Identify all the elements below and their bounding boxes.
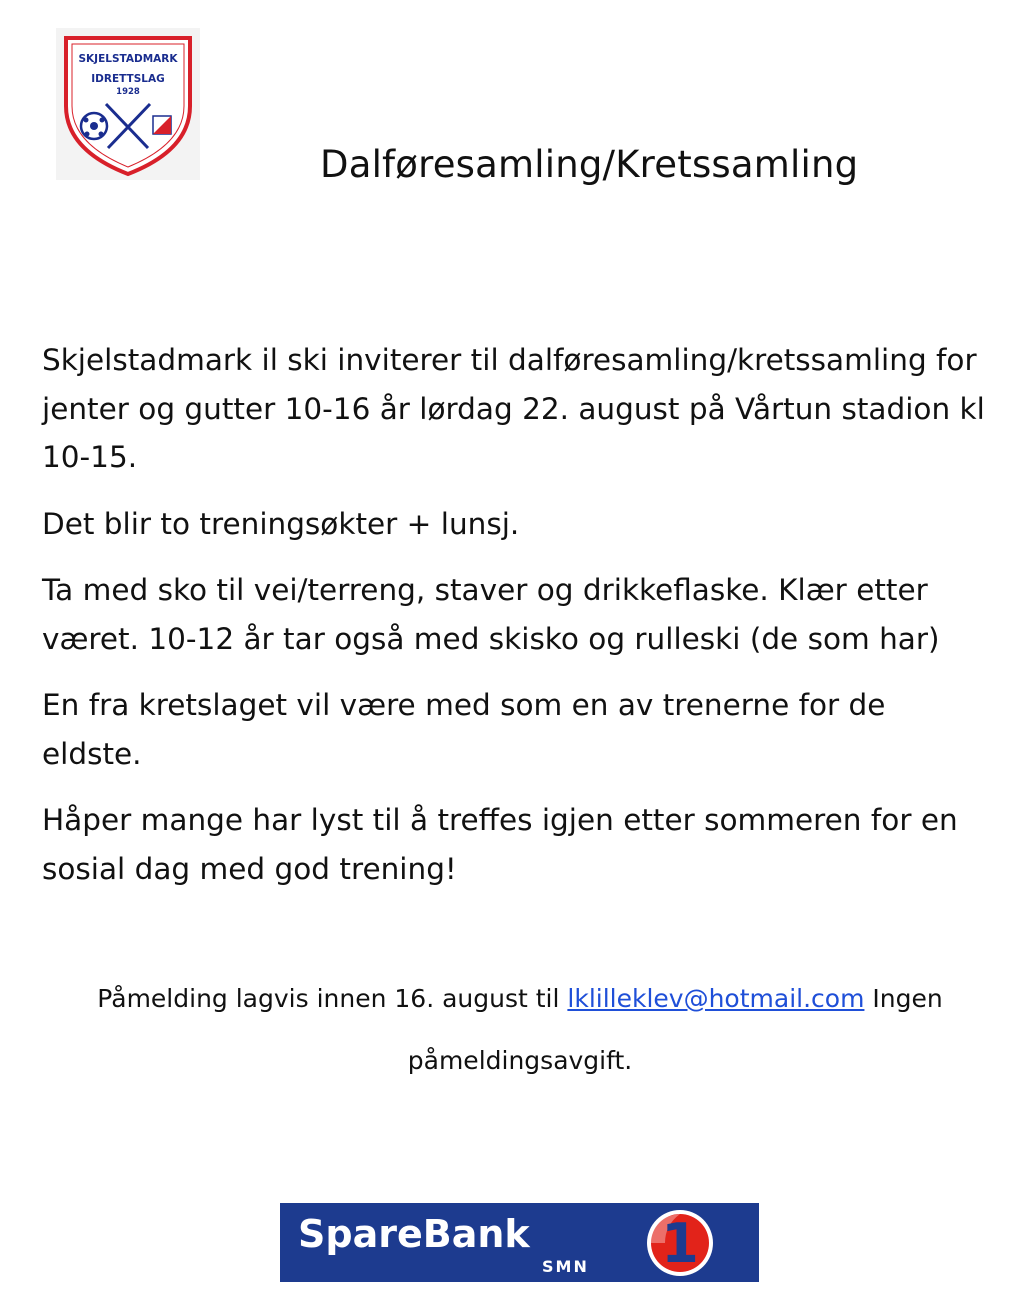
sponsor-number: 1 (661, 1212, 699, 1275)
signup-info (60, 968, 980, 1092)
logo-year: 1928 (116, 87, 140, 97)
sponsor-logo (280, 1203, 759, 1282)
sponsor-brand: SpareBank (298, 1212, 530, 1256)
invitation-body (42, 336, 992, 911)
club-crest-icon (56, 28, 200, 180)
paragraph-closing: Håper mange har lyst til å treffes igjen etter sommeren for en sosial dag med god trening! (42, 803, 958, 886)
signup-text-after: Ingen påmeldingsavgift. (407, 984, 943, 1075)
email-link[interactable]: lklilleklev@hotmail.com (567, 984, 865, 1013)
logo-text-top: SKJELSTADMARK (78, 53, 178, 65)
signup-text-before: Påmelding lagvis innen 16. august til (97, 984, 568, 1013)
sparebank-logo-icon (280, 1203, 759, 1282)
paragraph-schedule: Det blir to treningsøkter + lunsj. (42, 506, 520, 541)
paragraph-invitation: Skjelstadmark il ski inviterer til dalføresamling/kretssamling for jenter og gutter 10-16 år lørdag 22. august på Vårtun stadion kl 10-15. (42, 343, 985, 474)
sponsor-sub: SMN (542, 1257, 589, 1276)
club-logo (56, 28, 200, 180)
paragraph-coach: En fra kretslaget vil være med som en av trenerne for de eldste. (42, 688, 886, 771)
logo-text-mid: IDRETTSLAG (91, 73, 165, 85)
paragraph-equipment: Ta med sko til vei/terreng, staver og drikkeflaske. Klær etter været. 10-12 år tar også med skisko og rulleski (de som har) (42, 573, 940, 656)
page-title: Dalføresamling/Kretssamling (320, 143, 859, 186)
